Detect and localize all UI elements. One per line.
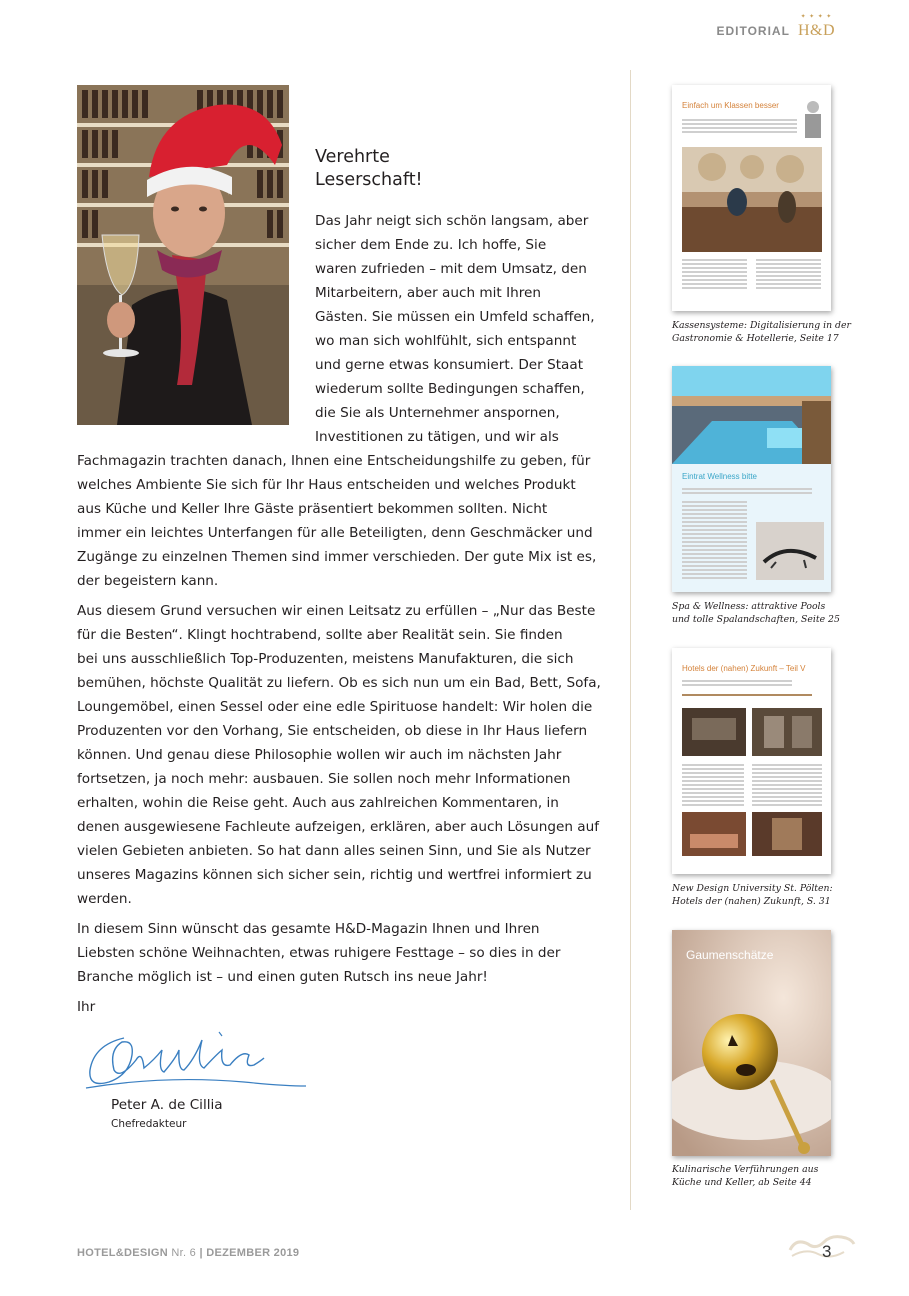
caption-line: Kulinarische Verführungen aus	[672, 1164, 819, 1175]
text-line: bemühen, höchste Qualität zu liefern. Ob es sich nun um ein Bad, Bett, Sofa,	[77, 675, 601, 691]
preview-caption	[672, 600, 862, 626]
preview-text-lines	[756, 259, 821, 291]
caption-line: Gastronomie & Hotellerie, Seite 17	[672, 333, 839, 344]
footer-issue-info	[77, 1247, 299, 1259]
footer-date: DEZEMBER 2019	[206, 1247, 300, 1259]
text-line: waren zufrieden – mit dem Umsatz, den	[315, 261, 587, 277]
preview-bell-image	[672, 930, 831, 1156]
caption-line: Hotels der (nahen) Zukunft, S. 31	[672, 896, 831, 907]
signer-name: Peter A. de Cillia	[111, 1097, 223, 1113]
preview-thumbnail-kassensysteme[interactable]	[672, 85, 831, 311]
greeting-line-2: Leserschaft!	[315, 170, 423, 190]
preview-caption	[672, 1163, 862, 1189]
text-line: Gästen. Sie müssen ein Umfeld schaffen,	[315, 309, 595, 325]
text-line: für die Besten“. Klingt hochtrabend, sollte aber Realität sein. Sie finden	[77, 627, 563, 643]
preview-figure-image	[800, 99, 826, 139]
editorial-text-wide	[77, 449, 601, 1019]
text-line: immer ein leichtes Unterfangen für alle Beteiligten, denn Geschmäcker und	[77, 525, 593, 541]
signer-role: Chefredakteur	[111, 1118, 187, 1130]
text-line: die Sie als Unternehmer anspornen,	[315, 405, 560, 421]
text-line: Das Jahr neigt sich schön langsam, aber	[315, 213, 589, 229]
preview-text-lines	[682, 501, 747, 581]
preview-text-lines	[682, 488, 812, 496]
decorative-swoosh-icon	[786, 1230, 856, 1264]
text-line: In diesem Sinn wünscht das gesamte H&D-Magazin Ihnen und Ihren	[77, 921, 540, 937]
text-line: fortsetzen, ja noch mehr: ausbauen. Sie sollen noch mehr Informationen	[77, 771, 571, 787]
preview-room-image	[682, 708, 746, 756]
preview-text-lines	[682, 694, 812, 698]
greeting-heading	[315, 146, 423, 192]
preview-room-image	[752, 812, 822, 856]
text-line: wiederum sollte Bedingungen schaffen,	[315, 381, 585, 397]
preview-title: Hotels der (nahen) Zukunft – Teil V	[682, 664, 806, 673]
preview-cafe-image	[682, 147, 822, 252]
text-line: Produzenten vor den Vorhang, Sie entscheiden, ob diese in Ihr Haus liefern	[77, 723, 588, 739]
preview-text-lines	[752, 764, 822, 808]
text-line: vielen Gebieten anbieten. So hat dann alles seinen Sinn, und Sie als Nutzer	[77, 843, 591, 859]
preview-thumbnail-hotels-zukunft[interactable]	[672, 648, 831, 874]
handwritten-signature	[84, 1020, 309, 1095]
section-label: EDITORIAL	[716, 24, 790, 38]
text-line: erhalten, wohin die Reise geht. Auch aus zahlreichen Kommentaren, in	[77, 795, 559, 811]
preview-caption	[672, 319, 862, 345]
page-number: 3	[822, 1242, 832, 1261]
preview-thumbnail-spa-wellness[interactable]	[672, 366, 831, 592]
text-line: Fachmagazin trachten danach, Ihnen eine Entscheidungshilfe zu geben, für	[77, 453, 591, 469]
text-line: Investitionen zu tätigen, und wir als	[315, 429, 559, 445]
preview-text-lines	[682, 680, 792, 688]
greeting-line-1: Verehrte	[315, 147, 390, 167]
text-line: und gerne etwas konsumiert. Der Staat	[315, 357, 584, 373]
text-line: können. Und genau diese Philosophie wollen wir auch im nächsten Jahr	[77, 747, 562, 763]
preview-text-lines	[682, 259, 747, 291]
preview-lounger-image	[756, 522, 824, 580]
logo-text: H&D	[797, 22, 835, 39]
footer-separator: |	[199, 1247, 203, 1259]
text-line: Liebsten schöne Weihnachten, etwas ruhigere Festtage – so dies in der	[77, 945, 561, 961]
logo-stars-icon: ✦ ✦ ✦ ✦	[800, 14, 833, 20]
text-line: Mitarbeitern, aber auch mit Ihren	[315, 285, 541, 301]
editor-portrait-photo	[77, 85, 289, 425]
preview-thumbnail-gaumenschaetze[interactable]	[672, 930, 831, 1156]
caption-line: New Design University St. Pölten:	[672, 883, 833, 894]
caption-line: Spa & Wellness: attraktive Pools	[672, 601, 826, 612]
page-header	[716, 14, 835, 40]
editorial-text-narrow	[315, 209, 615, 449]
preview-title: Einfach um Klassen besser	[682, 101, 779, 110]
hd-logo	[797, 14, 835, 40]
text-line: der begeistern kann.	[77, 573, 219, 589]
caption-line: Küche und Keller, ab Seite 44	[672, 1177, 812, 1188]
text-line: wo man sich wohlfühlt, sich entspannt	[315, 333, 577, 349]
caption-line: Kassensysteme: Digitalisierung in der	[672, 320, 851, 331]
text-line: Branche möglich ist – und einen guten Rutsch ins neue Jahr!	[77, 969, 488, 985]
preview-title: Eintrat Wellness bitte	[682, 472, 757, 481]
text-line: sicher dem Ende zu. Ich hoffe, Sie	[315, 237, 547, 253]
preview-room-image	[752, 708, 822, 756]
text-line: werden.	[77, 891, 132, 907]
closing-text: Ihr	[77, 999, 96, 1015]
text-line: welches Ambiente Sie sich für Ihr Haus entscheiden und welches Produkt	[77, 477, 576, 493]
text-line: aus Küche und Keller Ihre Gäste präsentiert bekommen sollten. Nicht	[77, 501, 548, 517]
preview-title: Gaumenschätze	[686, 948, 774, 962]
footer-magazine-name: HOTEL&DESIGN	[77, 1247, 168, 1259]
text-line: unseres Magazins können sich sicher sein, richtig und wertfrei informiert zu	[77, 867, 592, 883]
text-line: denen ausgewiesene Fachleute aufzeigen, erklären, aber auch Lösungen auf	[77, 819, 600, 835]
text-line: Aus diesem Grund versuchen wir einen Leitsatz zu erfüllen – „Nur das Beste	[77, 603, 596, 619]
text-line: Loungemöbel, einen Sessel oder eine edle Spirituose handelt: Wir holen die	[77, 699, 593, 715]
footer-issue-number: Nr. 6	[171, 1247, 197, 1259]
preview-room-image	[682, 812, 746, 856]
preview-pool-image	[672, 366, 831, 464]
text-line: bei uns ausschließlich Top-Produzenten, meistens Manufakturen, die sich	[77, 651, 574, 667]
caption-line: und tolle Spalandschaften, Seite 25	[672, 614, 840, 625]
text-line: Zugänge zu einzelnen Themen sind immer verschieden. Der gute Mix ist es,	[77, 549, 597, 565]
preview-text-lines	[682, 764, 744, 808]
preview-text-lines	[682, 119, 797, 135]
column-divider	[630, 70, 631, 1210]
preview-caption	[672, 882, 862, 908]
